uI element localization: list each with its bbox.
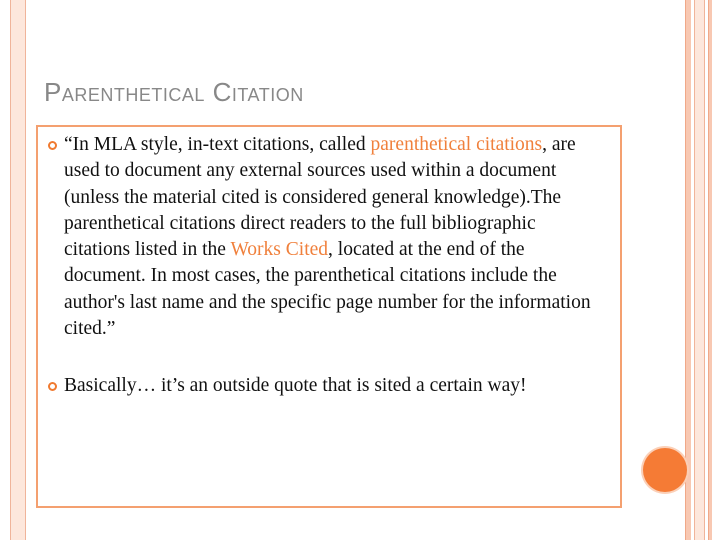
bullet-text-middle: , are used to document any external sources used within a document (unless the material cited is considered general knowledge).The parenthetical citations direct readers to the full bibliographic citations listed in the	[64, 134, 576, 261]
bullet-item	[46, 373, 606, 399]
parenthetical-citations-highlight: parenthetical citations	[370, 134, 543, 155]
content-placeholder[interactable]	[36, 125, 622, 508]
bullet-text	[64, 132, 606, 342]
bullet-text-end: , located at the end of the document. In most cases, the parenthetical citations include the author's last name and the specific page number for the information cited.”	[64, 239, 591, 340]
works-cited-highlight: Works Cited	[230, 239, 329, 261]
decorative-orange-circle	[643, 448, 687, 492]
bullet-icon	[46, 373, 64, 399]
bullet-item	[46, 132, 606, 342]
bullet-icon	[46, 132, 64, 158]
bullet-text-start: “In MLA style, in-text citations, called	[64, 134, 371, 155]
right-decorative-stripes	[682, 0, 712, 540]
left-decorative-stripe	[10, 0, 26, 540]
bullet-text: Basically… it’s an outside quote that is sited a certain way!	[64, 375, 527, 396]
slide-title: Parenthetical Citation	[44, 77, 304, 107]
